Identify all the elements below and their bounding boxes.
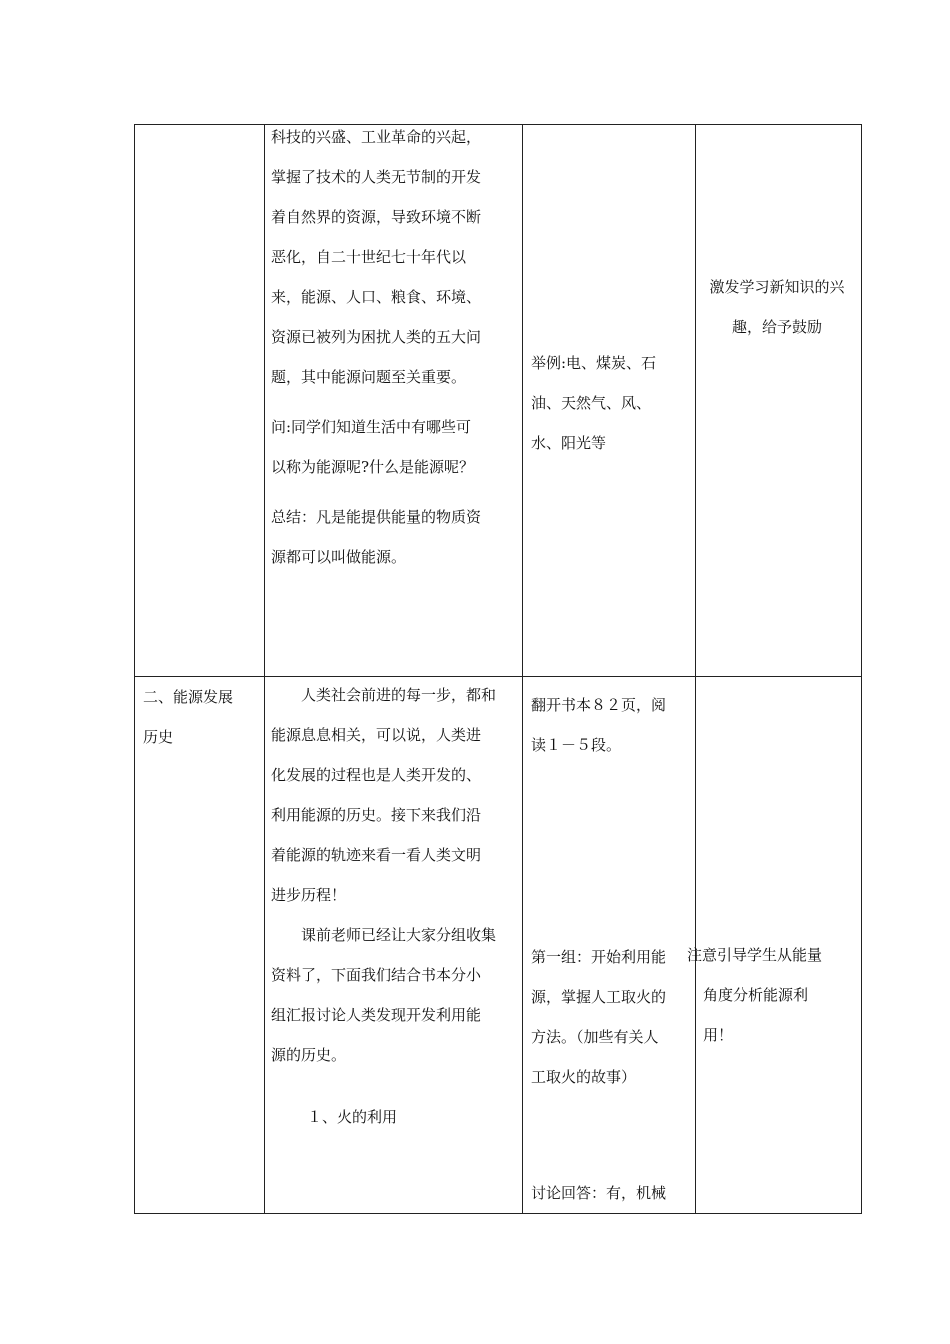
text-line: 利用能源的历史。接下来我们沿 xyxy=(271,806,482,824)
text-line: 讨论回答：有，机械 xyxy=(531,1184,667,1202)
text-line: 方法。（加些有关人 xyxy=(531,1028,659,1046)
row2-student-activity-c xyxy=(531,1173,691,1213)
text-line: 第一组：开始利用能 xyxy=(531,948,667,966)
text-line: 科技的兴盛、工业革命的兴起， xyxy=(271,128,482,146)
question-line: 问:同学们知道生活中有哪些可 xyxy=(271,418,472,436)
text-line: 人类社会前进的每一步，都和 xyxy=(301,686,497,704)
text-line: 能源息息相关，可以说，人类进 xyxy=(271,726,482,744)
text-line: 趣，给予鼓励 xyxy=(731,318,822,336)
text-line: 举例:电、煤炭、石 xyxy=(531,354,657,372)
text-line: 用！ xyxy=(703,1026,734,1044)
text-line: 读１－５段。 xyxy=(531,736,622,754)
question-line: 以称为能源呢?什么是能源呢？ xyxy=(271,458,475,476)
text-line: 着自然界的资源，导致环境不断 xyxy=(271,208,482,226)
text-line: 化发展的过程也是人类开发的、 xyxy=(271,766,482,784)
text-line: 翻开书本８２页，阅 xyxy=(531,696,667,714)
text-line: 课前老师已经让大家分组收集 xyxy=(301,926,497,944)
text-line: 激发学习新知识的兴 xyxy=(709,278,845,296)
text-line: 角度分析能源利 xyxy=(703,986,809,1004)
text-line: 资源已被列为困扰人类的五大问 xyxy=(271,328,482,346)
row1-design-intent xyxy=(687,267,867,347)
row2-design-intent xyxy=(687,935,867,1055)
column-divider xyxy=(522,125,523,1213)
row1-student-activity xyxy=(531,343,691,463)
lesson-plan-table xyxy=(134,124,862,1214)
summary-line: 源都可以叫做能源。 xyxy=(271,548,407,566)
text-line: 历史 xyxy=(143,728,174,746)
text-line: 注意引导学生从能量 xyxy=(687,946,823,964)
text-line: 进步历程！ xyxy=(271,886,347,904)
list-item: １、火的利用 xyxy=(307,1108,398,1126)
text-line: 源，掌握人工取火的 xyxy=(531,988,667,1006)
text-line: 源的历史。 xyxy=(271,1046,347,1064)
text-line: 工取火的故事） xyxy=(531,1068,637,1086)
text-line: 组汇报讨论人类发现开发利用能 xyxy=(271,1006,482,1024)
row2-student-activity-a xyxy=(531,685,691,765)
text-line: 来，能源、人口、粮食、环境、 xyxy=(271,288,482,306)
text-line: 着能源的轨迹来看一看人类文明 xyxy=(271,846,482,864)
text-line: 掌握了技术的人类无节制的开发 xyxy=(271,168,482,186)
summary-line: 总结：凡是能提供能量的物质资 xyxy=(271,508,482,526)
text-line: 油、天然气、风、 xyxy=(531,394,652,412)
text-line: 资料了，下面我们结合书本分小 xyxy=(271,966,482,984)
text-line: 恶化，自二十世纪七十年代以 xyxy=(271,248,467,266)
column-divider xyxy=(264,125,265,1213)
row2-stage-title xyxy=(143,677,263,757)
text-line: 题，其中能源问题至关重要。 xyxy=(271,368,467,386)
row2-student-activity-b xyxy=(531,937,691,1097)
text-line: 二、能源发展 xyxy=(143,688,234,706)
text-line: 水、阳光等 xyxy=(531,434,607,452)
row1-teacher-content xyxy=(271,117,516,577)
row2-teacher-content xyxy=(271,675,521,1137)
